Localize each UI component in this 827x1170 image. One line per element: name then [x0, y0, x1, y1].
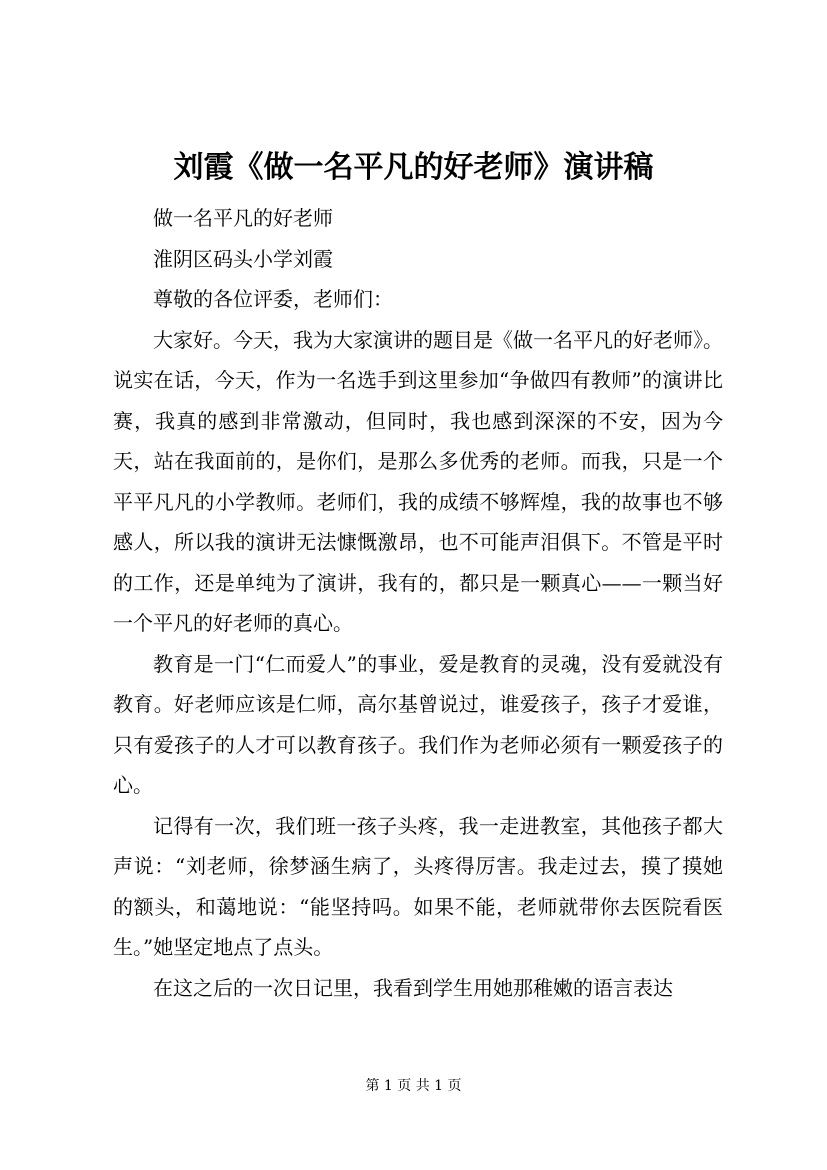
body-paragraph: 大家好。今天，我为大家演讲的题目是《做一名平凡的好老师》。说实在话，今天，作为一名选手到这里参加“争做四有教师”的演讲比赛，我真的感到非常激动，但同时，我也感到深深的不安，因为今天，站在我面前的，是你们，是那么多优秀的老师。而我，只是一个平平凡凡的小学教师。老师们，我的成绩不够辉煌，我的故事也不够感人，所以我的演讲无法慷慨激昂，也不可能声泪俱下。不管是平时的工作，还是单纯为了演讲，我有的，都只是一颗真心——一颗当好一个平凡的好老师的真心。 [113, 327, 723, 635]
body-paragraph: 记得有一次，我们班一孩子头疼，我一走进教室，其他孩子都大声说：“刘老师，徐梦涵生病了，头疼得厉害。我走过去，摸了摸她的额头，和蔼地说：“能坚持吗。如果不能，老师就带你去医院看医生。”她坚定地点了点头。 [113, 813, 723, 959]
subtitle-line: 做一名平凡的好老师 [153, 206, 333, 230]
document-body [113, 198, 723, 1008]
author-line: 淮阴区码头小学刘霞 [153, 246, 333, 271]
body-paragraph: 在这之后的一次日记里，我看到学生用她那稚嫩的语言表达 [153, 975, 673, 1000]
salutation-line: 尊敬的各位评委，老师们： [153, 287, 393, 311]
body-paragraph: 教育是一门“仁而爱人”的事业，爱是教育的灵魂，没有爱就没有教育。好老师应该是仁师，高尔基曾说过，谁爱孩子，孩子才爱谁，只有爱孩子的人才可以教育孩子。我们作为老师必须有一颗爱孩子的心。 [113, 651, 723, 797]
page-footer: 第 1 页 共 1 页 [365, 1078, 462, 1094]
document-title: 刘霞《做一名平凡的好老师》演讲稿 [173, 150, 654, 185]
